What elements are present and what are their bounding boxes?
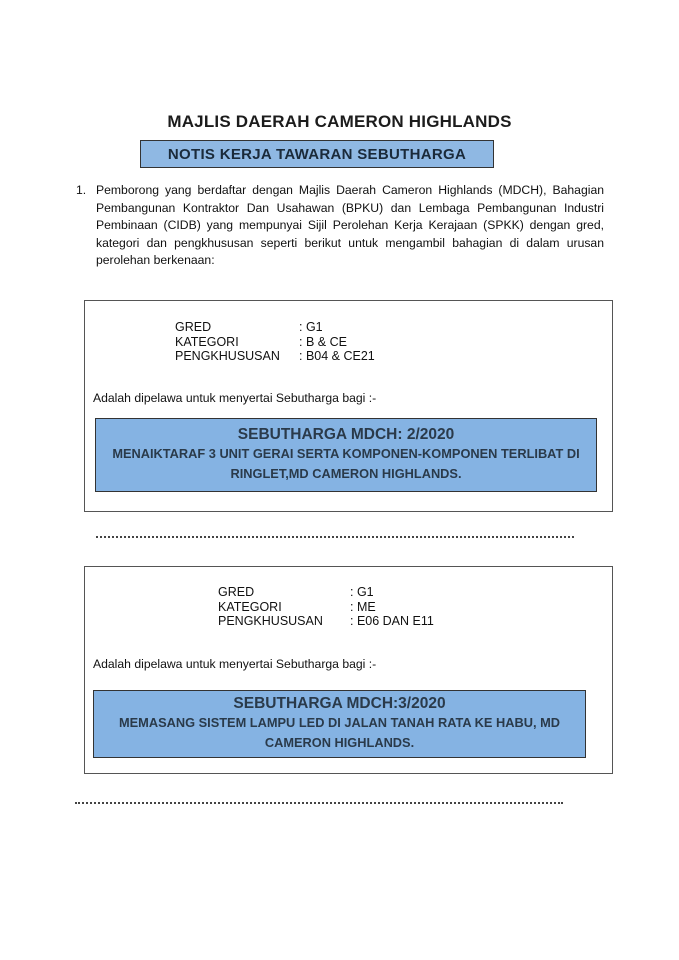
kategori-row: [218, 600, 434, 615]
kategori-label: KATEGORI: [175, 334, 239, 349]
tender-box-2: [84, 566, 613, 774]
kategori-value: : ME: [350, 599, 376, 614]
gred-value: : G1: [350, 585, 374, 599]
kategori-label: KATEGORI: [218, 599, 282, 614]
intro-paragraph: [76, 182, 604, 270]
dotted-divider: [96, 536, 574, 538]
pengkhususan-row: [218, 614, 434, 629]
tender-title-panel-1: [95, 418, 597, 492]
tender-spec-2: [218, 585, 434, 629]
tender-title-panel-2: [93, 690, 586, 758]
pengkhususan-row: [175, 349, 375, 364]
notice-title-banner: [140, 140, 494, 168]
invite-text: Adalah dipelawa untuk menyertai Sebutharga bagi :-: [93, 391, 377, 405]
notice-title: NOTIS KERJA TAWARAN SEBUTHARGA: [167, 145, 467, 163]
kategori-value: : B & CE: [299, 334, 347, 349]
gred-label: GRED: [218, 585, 255, 599]
tender-ref: SEBUTHARGA MDCH:3/2020: [233, 695, 446, 712]
gred-value: : G1: [299, 320, 323, 334]
org-title: MAJLIS DAERAH CAMERON HIGHLANDS: [167, 112, 512, 131]
tender-box-1: [84, 300, 613, 512]
tender-description: MEMASANG SISTEM LAMPU LED DI JALAN TANAH RATA KE HABU, MD CAMERON HIGHLANDS.: [118, 715, 560, 750]
tender-spec-1: [175, 320, 375, 364]
gred-row: [175, 320, 375, 335]
invite-text: Adalah dipelawa untuk menyertai Sebutharga bagi :-: [93, 657, 377, 671]
kategori-row: [175, 335, 375, 350]
paragraph-number: 1.: [76, 183, 87, 197]
dotted-divider: [75, 802, 563, 804]
tender-description: MENAIKTARAF 3 UNIT GERAI SERTA KOMPONEN-KOMPONEN TERLIBAT DI RINGLET,MD CAMERON HIGHLANDS.: [112, 446, 580, 481]
pengkhususan-label: PENGKHUSUSAN: [218, 614, 323, 628]
pengkhususan-value: : B04 & CE21: [299, 349, 375, 363]
pengkhususan-label: PENGKHUSUSAN: [175, 349, 280, 363]
pengkhususan-value: : E06 DAN E11: [350, 614, 434, 628]
gred-row: [218, 585, 434, 600]
paragraph-text: Pemborong yang berdaftar dengan Majlis Daerah Cameron Highlands (MDCH), Bahagian Pembangunan Kontraktor Dan Usahawan (BPKU) dan Lembaga Pembangunan Industri Pembinaan (CIDB) yang mempunyai Sijil Perolehan Kerja Kerajaan (SPKK) dengan gred, kategori dan pengkhususan seperti berikut untuk mengambil bahagian di dalam urusan perolehan berkenaan:: [96, 183, 604, 267]
tender-ref: SEBUTHARGA MDCH: 2/2020: [237, 426, 455, 443]
gred-label: GRED: [175, 320, 212, 334]
